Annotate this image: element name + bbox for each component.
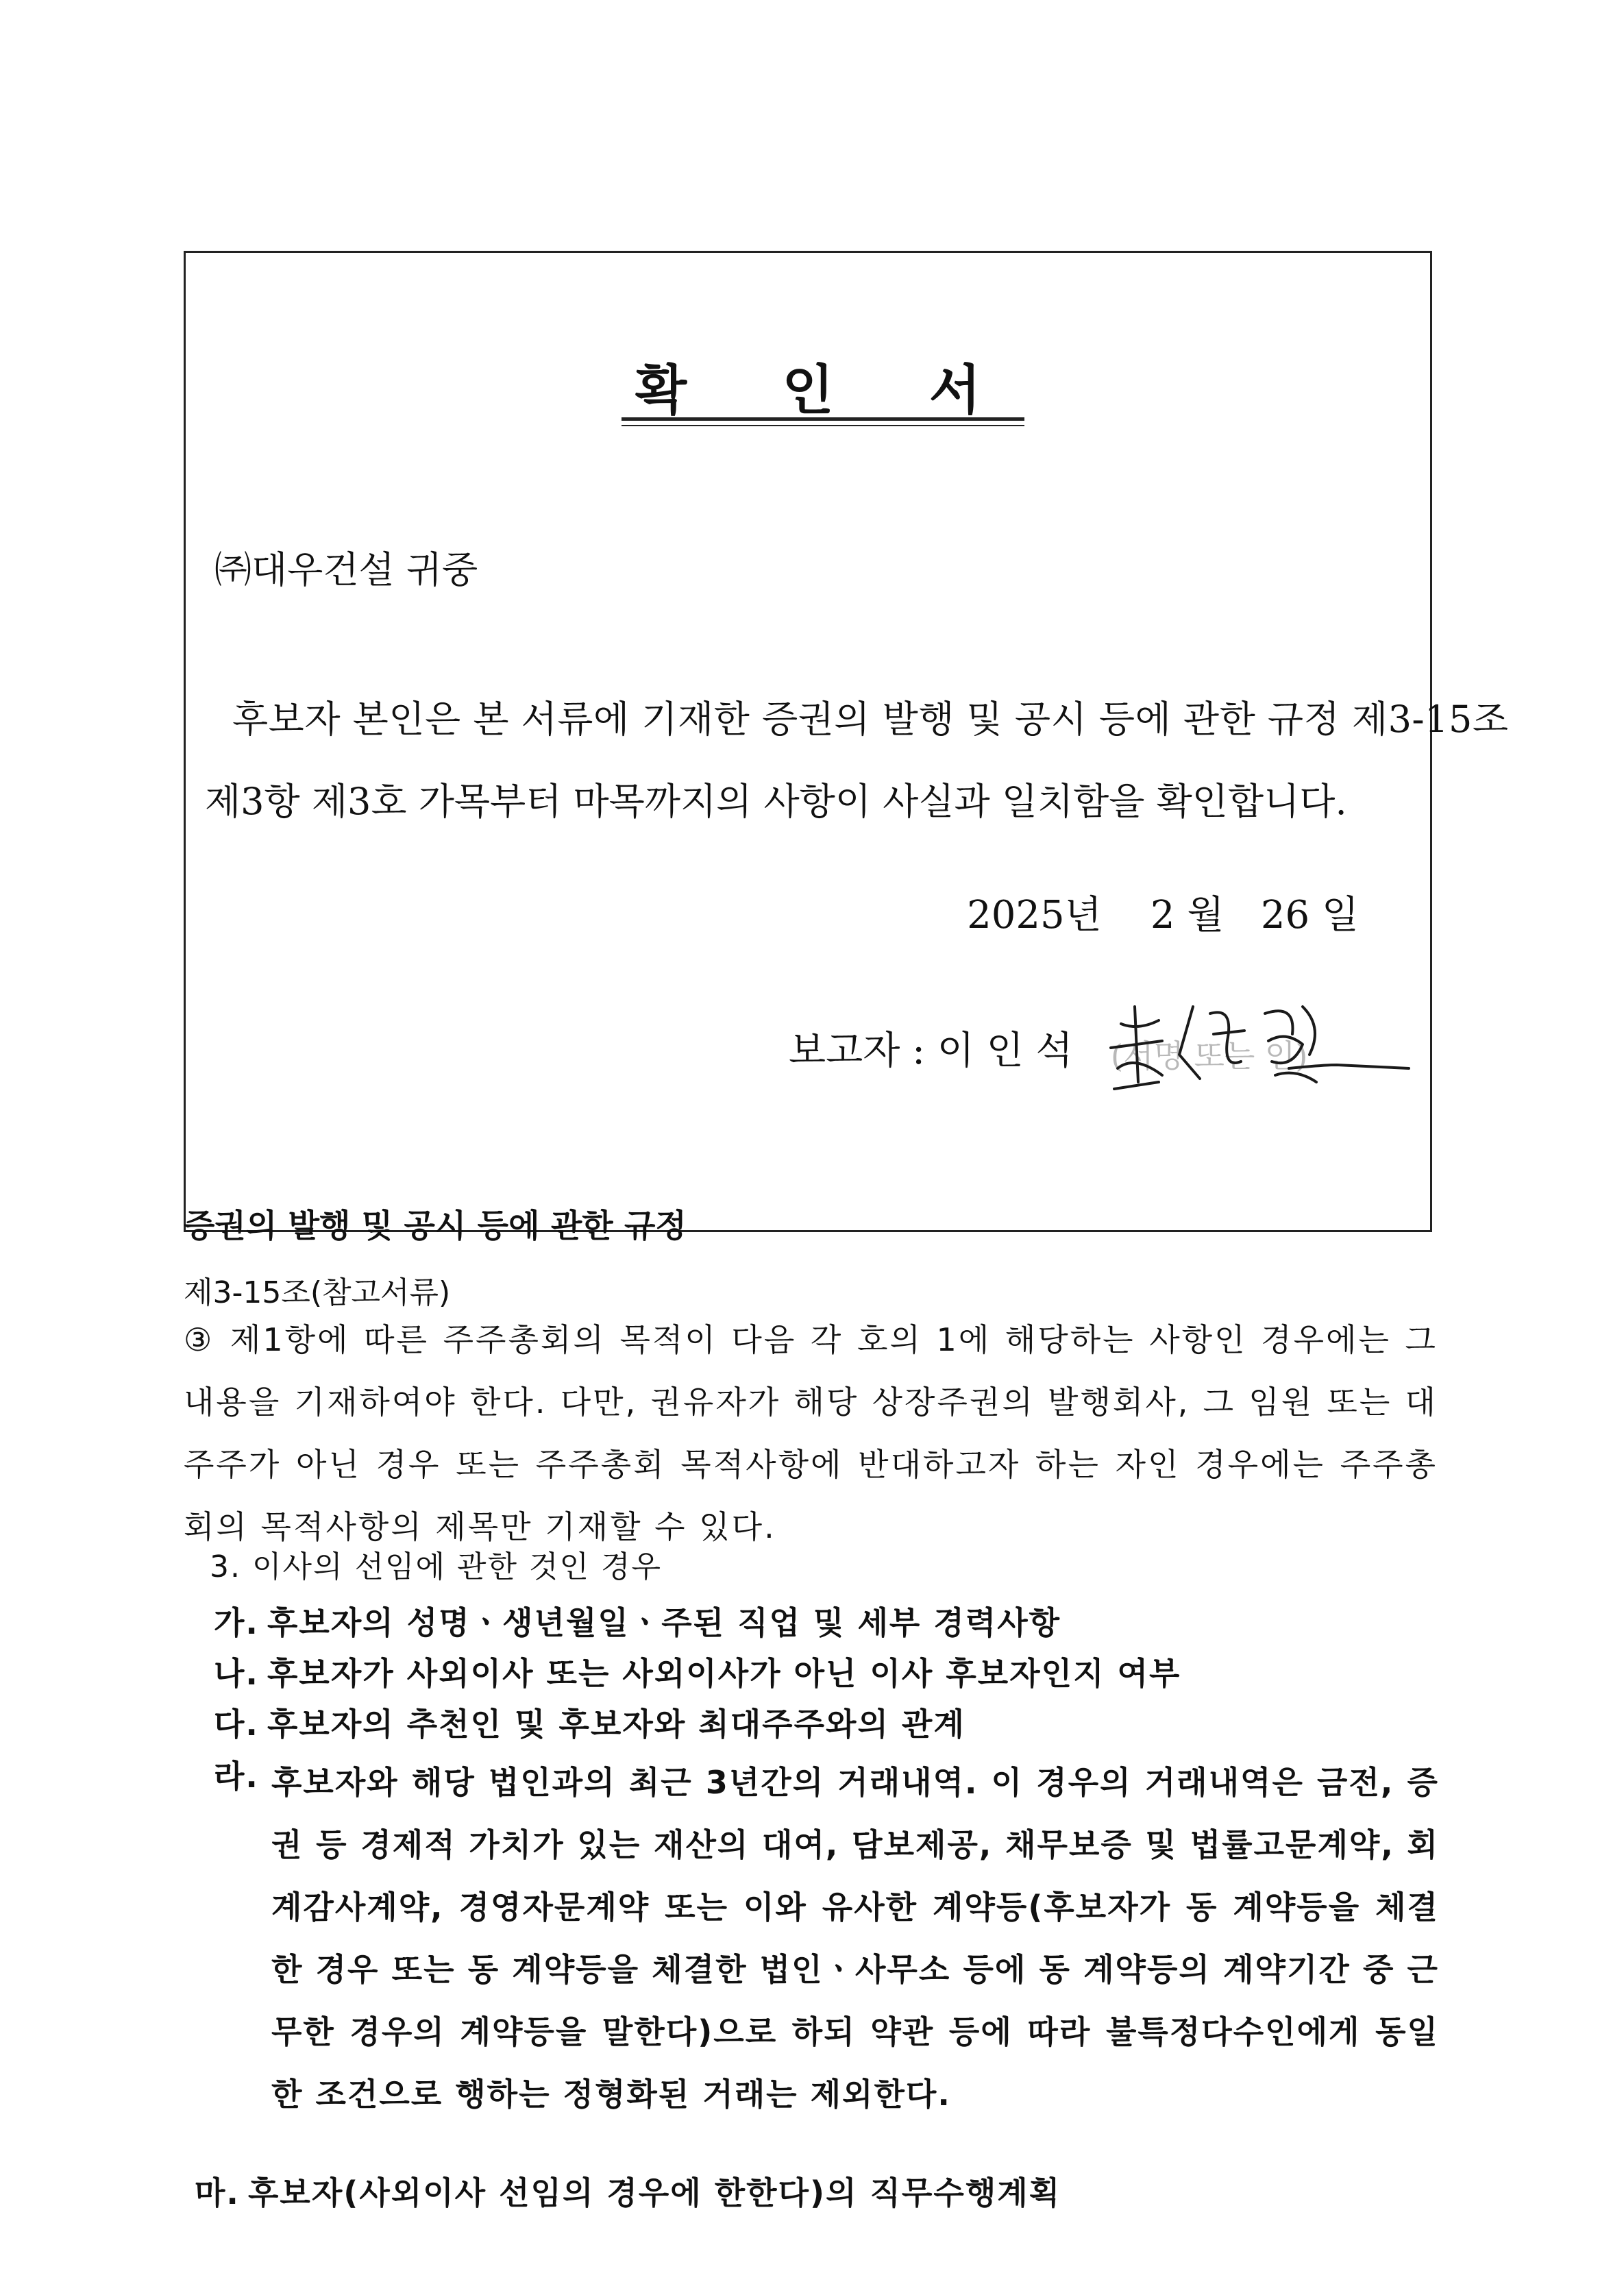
statement-line-2: 제3항 제3호 가목부터 마목까지의 사항이 사실과 일치함을 확인합니다. (205, 780, 1347, 823)
subitem-ma (195, 2168, 1061, 2213)
regulation-paragraph: ③ 제1항에 따른 주주총회의 목적이 다음 각 호의 1에 해당하는 사항인 경우에는 그 내용을 기재하여야 한다. 다만, 권유자가 해당 상장주권의 발행회사, 그 임원 또는 대주주가 아닌 경우 또는 주주총회 목적사항에 반대하고자 하는 자인 경우에는 주주총회의 목적사항의 제목만 기재할 수 있다. (184, 1321, 1438, 1545)
item-3: 3. 이사의 선임에 관한 것인 경우 (210, 1549, 662, 1584)
regulation-title: 증권의 발행 및 공시 등에 관한 규정 (184, 1207, 687, 1245)
subitem-ga (214, 1598, 1061, 1643)
subitem-text: 후보자가 사외이사 또는 사외이사가 아닌 이사 후보자인지 여부 (267, 1655, 1181, 1692)
subitem-marker: 다. (214, 1706, 259, 1743)
subitem-text: 후보자의 추천인 및 후보자와 최대주주와의 관계 (267, 1706, 965, 1743)
subitem-marker: 가. (214, 1604, 259, 1641)
subitem-text: 후보자와 해당 법인과의 최근 3년간의 거래내역. 이 경우의 거래내역은 금전, 증권 등 경제적 가치가 있는 재산의 대여, 담보제공, 채무보증 및 법률고문계약, 회계감사계약, 경영자문계약 또는 이와 유사한 계약등(후보자가 동 계약등을 체결한 경우 또는 동 계약등을 체결한 법인ㆍ사무소 등에 동 계약등의 계약기간 중 근무한 경우의 계약등을 말한다)으로 하되 약관 등에 따라 불특정다수인에게 동일한 조건으로 행하는 정형화된 거래는 제외한다. (271, 1764, 1439, 2113)
handwritten-signature (1097, 966, 1412, 1103)
reporter: 보고자 : 이 인 석 (789, 1029, 1073, 1073)
subitem-marker: 마. (195, 2174, 240, 2211)
subitem-marker: 라. (214, 1758, 259, 1795)
title-underline-thin (622, 425, 1024, 426)
subitem-marker: 나. (214, 1655, 259, 1692)
title-underline-thick (622, 417, 1024, 421)
subitem-text: 후보자의 성명ㆍ생년월일ㆍ주된 직업 및 세부 경력사항 (267, 1604, 1061, 1641)
subitem-ra (214, 1752, 1439, 2126)
recipient: ㈜대우건설 귀중 (214, 548, 478, 591)
seal-placeholder: (서명 또는 인) (1111, 1038, 1308, 1075)
confirmation-box (184, 251, 1509, 1232)
subitem-text: 후보자(사외이사 선임의 경우에 한한다)의 직무수행계획 (248, 2174, 1061, 2211)
subitem-na (214, 1649, 1181, 1694)
statement-line-1: 후보자 본인은 본 서류에 기재한 증권의 발행 및 공시 등에 관한 규정 제3-15조 (232, 698, 1509, 741)
document-title: 확 인 서 (635, 359, 1020, 421)
regulation-article: 제3-15조(참고서류) (184, 1275, 451, 1310)
subitem-da (214, 1699, 965, 1745)
date: 2025년 2 월 26 일 (967, 893, 1359, 937)
